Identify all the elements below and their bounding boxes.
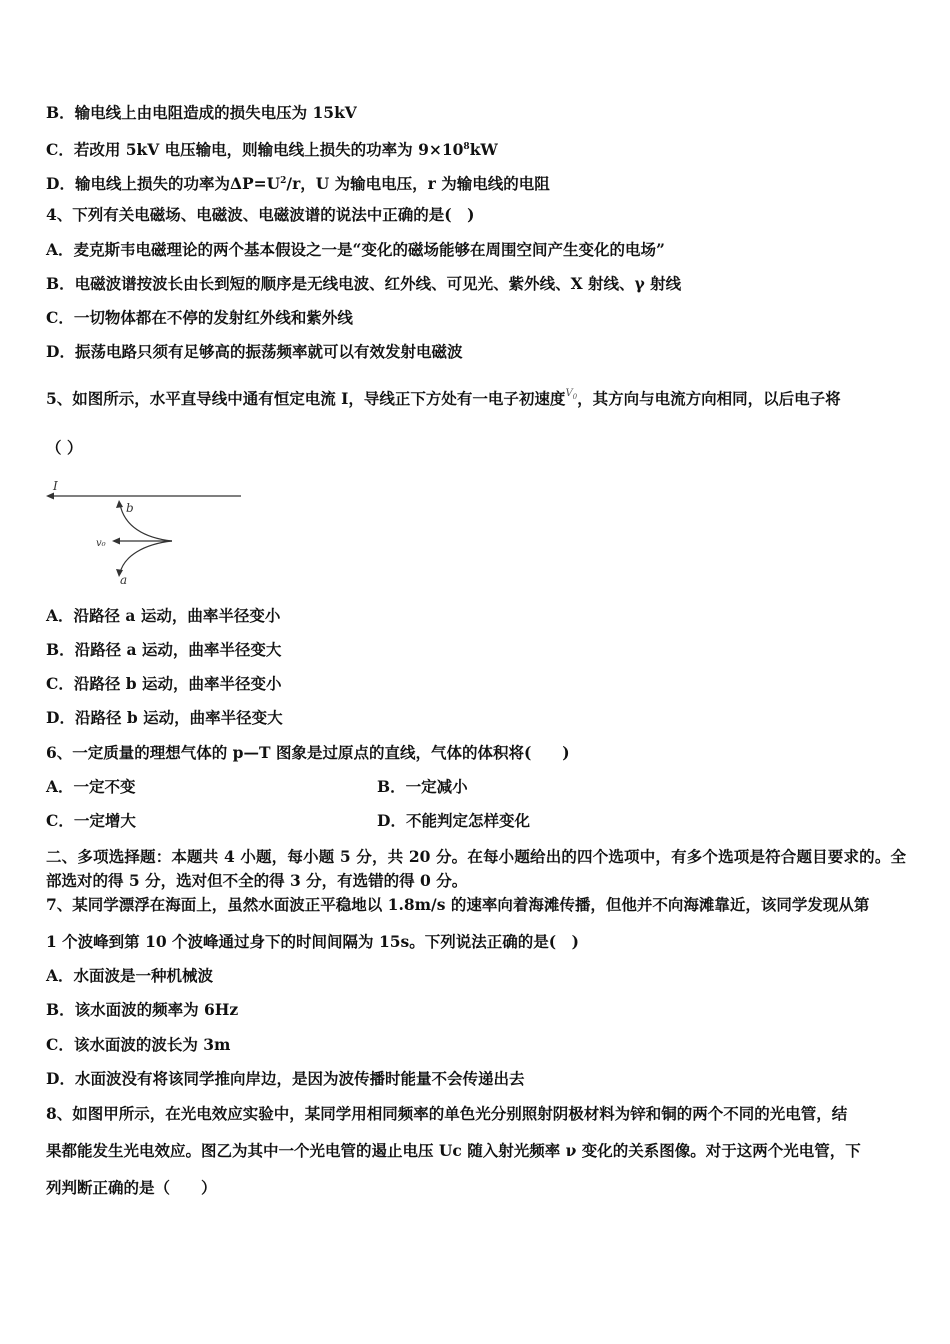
q5-v0-symbol [565, 388, 577, 399]
q5-stem [46, 389, 841, 415]
q8-stem-line-2: 果都能发生光电效应。图乙为其中一个光电管的遏止电压 Uc 随入射光频率 ν 变化的关系图像。对于这两个光电管，下 [46, 1141, 861, 1160]
q8-stem-line-1: 8、如图甲所示，在光电效应实验中，某同学用相同频率的单色光分别照射阴极材料为锌和铜的两个不同的光电管，结 [46, 1104, 848, 1123]
path-b-arrow-icon [116, 500, 123, 508]
section-2-heading: 二、多项选择题：本题共 4 小题，每小题 5 分，共 20 分。在每小题给出的四个选项中，有多个选项是符合题目要求的。全部选对的得 5 分，选对但不全的得 3 分，有选错的得 0 分。 [46, 847, 906, 890]
q5-answer-paren: （ ） [46, 438, 83, 457]
q3-option-c [46, 137, 498, 160]
q5-figure [44, 476, 244, 588]
velocity-arrow-icon [112, 538, 120, 545]
q8-stem-line-3: 列判断正确的是（ ） [46, 1178, 217, 1197]
q5-v0-subscript: 0 [572, 393, 578, 401]
q7-option-c: C．该水面波的波长为 3m [46, 1035, 231, 1054]
q3-option-d-exponent: 2 [280, 176, 287, 186]
q6-option-a: A．一定不变 [46, 777, 136, 796]
q4-option-d: D．振荡电路只须有足够高的振荡频率就可以有效发射电磁波 [46, 342, 463, 361]
path-a-label: a [120, 573, 128, 587]
q6-option-b: B．一定减小 [377, 777, 468, 796]
q6-stem: 6、一定质量的理想气体的 p—T 图象是过原点的直线，气体的体积将( ) [46, 743, 570, 762]
q6-option-c: C．一定增大 [46, 811, 136, 830]
q3-option-d-text: D．输电线上损失的功率为ΔP=U [46, 174, 281, 194]
velocity-label: v₀ [96, 538, 106, 549]
q5-stem-text-end: ，其方向与电流方向相同，以后电子将 [577, 389, 841, 408]
q3-option-b: B．输电线上由电阻造成的损失电压为 15kV [46, 103, 357, 122]
q7-option-b: B．该水面波的频率为 6Hz [46, 1000, 239, 1019]
q5-option-b: B．沿路径 a 运动，曲率半径变大 [46, 640, 282, 659]
current-label: I [53, 479, 58, 493]
path-a-curve [120, 541, 172, 573]
path-b-label: b [126, 501, 134, 515]
q7-stem-line-2: 1 个波峰到第 10 个波峰通过身下的时间间隔为 15s。下列说法正确的是( ) [46, 932, 579, 951]
q5-v0-letter: V [565, 388, 573, 399]
q4-option-c: C．一切物体都在不停的发射红外线和紫外线 [46, 308, 353, 327]
q3-option-c-exponent: 8 [463, 142, 470, 152]
q5-stem-text: 5、如图所示，水平直导线中通有恒定电流 I，导线正下方处有一电子初速度 [46, 389, 566, 408]
q3-option-c-unit: kW [469, 140, 498, 160]
q4-option-b: B．电磁波谱按波长由长到短的顺序是无线电波、红外线、可见光、紫外线、X 射线、γ 射线 [46, 274, 682, 293]
q5-option-a: A．沿路径 a 运动，曲率半径变小 [46, 606, 281, 625]
q3-option-c-text: C．若改用 5kV 电压输电，则输电线上损失的功率为 9×10 [46, 140, 464, 160]
q5-option-c: C．沿路径 b 运动，曲率半径变小 [46, 674, 282, 693]
q7-stem-line-1: 7、某同学漂浮在海面上，虽然水面波正平稳地以 1.8m/s 的速率向着海滩传播，但他并不向海滩靠近，该同学发现从第 [46, 895, 870, 914]
q4-option-a: A．麦克斯韦电磁理论的两个基本假设之一是“变化的磁场能够在周围空间产生变化的电场” [46, 240, 665, 259]
q7-option-d: D．水面波没有将该同学推向岸边，是因为波传播时能量不会传递出去 [46, 1069, 525, 1088]
q4-stem: 4、下列有关电磁场、电磁波、电磁波谱的说法中正确的是( ) [46, 205, 475, 224]
q3-option-d-rest: /r，U 为输电电压，r 为输电线的电阻 [286, 174, 550, 194]
current-arrow-icon [46, 493, 54, 500]
q6-option-d: D．不能判定怎样变化 [377, 811, 530, 830]
q3-option-d [46, 171, 550, 194]
q5-option-d: D．沿路径 b 运动，曲率半径变大 [46, 708, 283, 727]
q7-option-a: A．水面波是一种机械波 [46, 966, 214, 985]
